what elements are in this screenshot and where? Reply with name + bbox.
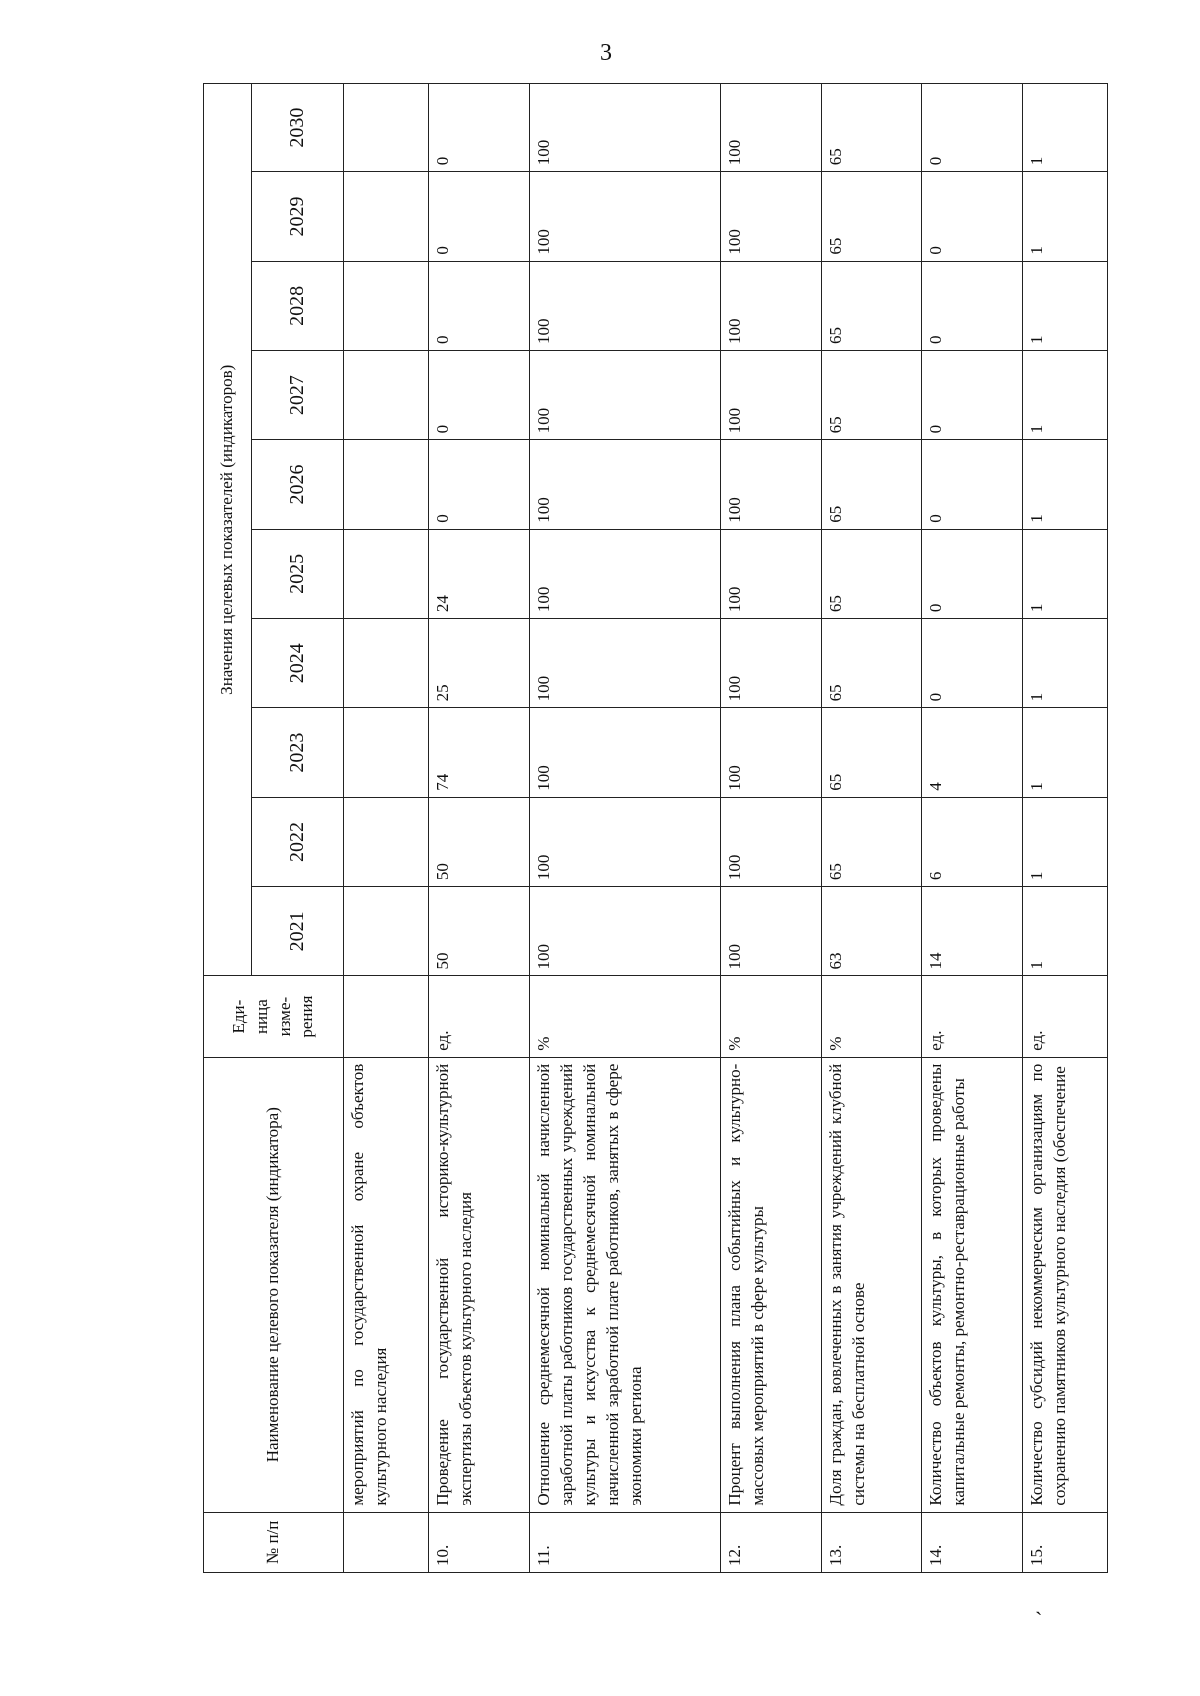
value-cell: 6: [922, 797, 1023, 886]
value-cell: 0: [922, 619, 1023, 708]
row-number: 14.: [922, 1512, 1023, 1572]
value-cell: 63: [821, 887, 922, 976]
value-cell: [344, 708, 429, 797]
header-name: Наименование целевого показателя (индикатора): [204, 1057, 344, 1512]
unit-cell: [344, 976, 429, 1057]
header-year-2026: 2026: [252, 440, 344, 529]
header-year-2028: 2028: [252, 261, 344, 350]
value-cell: [344, 440, 429, 529]
value-cell: [344, 797, 429, 886]
indicator-name: Количество объектов культуры, в которых проведены капитальные ремонты, ремонтно-реставрационные работы: [922, 1057, 1023, 1512]
row-number: 13.: [821, 1512, 922, 1572]
unit-cell: %: [529, 976, 720, 1057]
value-cell: 100: [721, 440, 822, 529]
table-row: [529, 84, 720, 1573]
header-year-2027: 2027: [252, 350, 344, 439]
value-cell: 1: [1022, 350, 1107, 439]
row-number: [344, 1512, 429, 1572]
value-cell: 1: [1022, 619, 1107, 708]
value-cell: 24: [429, 529, 530, 618]
value-cell: 100: [721, 797, 822, 886]
unit-cell: ед.: [1022, 976, 1107, 1057]
indicator-name: Количество субсидий некоммерческим организациям по сохранению памятников культурного наследия (обеспечение: [1022, 1057, 1107, 1512]
indicator-name: мероприятий по государственной охране объектов культурного наследия: [344, 1057, 429, 1512]
unit-cell: ед.: [922, 976, 1023, 1057]
value-cell: [344, 172, 429, 261]
value-cell: 100: [721, 619, 822, 708]
header-year-2030: 2030: [252, 84, 344, 172]
value-cell: [344, 529, 429, 618]
table-row: [429, 84, 530, 1573]
table-row: [922, 84, 1023, 1573]
value-cell: 100: [529, 261, 720, 350]
value-cell: 100: [529, 440, 720, 529]
unit-cell: ед.: [429, 976, 530, 1057]
value-cell: 14: [922, 887, 1023, 976]
row-number: 11.: [529, 1512, 720, 1572]
value-cell: 100: [721, 172, 822, 261]
value-cell: [344, 887, 429, 976]
value-cell: 100: [529, 797, 720, 886]
value-cell: 74: [429, 708, 530, 797]
value-cell: 100: [721, 708, 822, 797]
unit-cell: %: [721, 976, 822, 1057]
value-cell: 100: [529, 350, 720, 439]
value-cell: 0: [922, 529, 1023, 618]
row-number: 12.: [721, 1512, 822, 1572]
value-cell: [344, 261, 429, 350]
rotated-table-container: [203, 83, 1108, 1573]
value-cell: 1: [1022, 84, 1107, 172]
value-cell: 0: [429, 84, 530, 172]
value-cell: 100: [529, 619, 720, 708]
value-cell: 65: [821, 440, 922, 529]
value-cell: 65: [821, 708, 922, 797]
value-cell: 65: [821, 619, 922, 708]
value-cell: 1: [1022, 172, 1107, 261]
value-cell: 65: [821, 529, 922, 618]
value-cell: 0: [429, 440, 530, 529]
value-cell: [344, 619, 429, 708]
value-cell: 100: [529, 708, 720, 797]
value-cell: 0: [429, 350, 530, 439]
header-unit: Еди-ница изме-рения: [204, 976, 344, 1057]
value-cell: 100: [721, 261, 822, 350]
header-year-2021: 2021: [252, 887, 344, 976]
header-year-2029: 2029: [252, 172, 344, 261]
value-cell: 0: [922, 350, 1023, 439]
value-cell: 0: [922, 172, 1023, 261]
value-cell: 50: [429, 797, 530, 886]
value-cell: 65: [821, 261, 922, 350]
value-cell: 1: [1022, 797, 1107, 886]
value-cell: 100: [721, 84, 822, 172]
value-cell: [344, 84, 429, 172]
value-cell: 0: [922, 261, 1023, 350]
value-cell: 1: [1022, 261, 1107, 350]
header-year-2025: 2025: [252, 529, 344, 618]
value-cell: 65: [821, 350, 922, 439]
header-num: № п/п: [204, 1512, 344, 1572]
header-values-group: Значения целевых показателей (индикаторов): [204, 84, 252, 977]
value-cell: 50: [429, 887, 530, 976]
value-cell: 1: [1022, 708, 1107, 797]
header-year-2022: 2022: [252, 797, 344, 886]
indicator-name: Проведение государственной историко-культурной экспертизы объектов культурного наследия: [429, 1057, 530, 1512]
value-cell: 100: [529, 172, 720, 261]
value-cell: 65: [821, 797, 922, 886]
stray-mark: ˋ: [1035, 1607, 1043, 1632]
value-cell: 0: [429, 261, 530, 350]
unit-cell: %: [821, 976, 922, 1057]
value-cell: 65: [821, 84, 922, 172]
value-cell: 1: [1022, 887, 1107, 976]
row-number: 10.: [429, 1512, 530, 1572]
value-cell: 4: [922, 708, 1023, 797]
value-cell: 100: [721, 350, 822, 439]
indicator-name: Процент выполнения плана событийных и культурно-массовых мероприятий в сфере культуры: [721, 1057, 822, 1512]
header-year-2023: 2023: [252, 708, 344, 797]
value-cell: [344, 350, 429, 439]
value-cell: 1: [1022, 529, 1107, 618]
table-row: [721, 84, 822, 1573]
table-row: [1022, 84, 1107, 1573]
value-cell: 0: [922, 440, 1023, 529]
indicator-name: Доля граждан, вовлеченных в занятия учреждений клубной системы на бесплатной основе: [821, 1057, 922, 1512]
page-number: 3: [600, 40, 612, 66]
table-row: [821, 84, 922, 1573]
value-cell: 100: [529, 887, 720, 976]
value-cell: 100: [721, 887, 822, 976]
table-row: [344, 84, 429, 1573]
indicators-table: [203, 83, 1108, 1573]
header-year-2024: 2024: [252, 619, 344, 708]
value-cell: 1: [1022, 440, 1107, 529]
value-cell: 100: [721, 529, 822, 618]
value-cell: 25: [429, 619, 530, 708]
indicator-name: Отношение среднемесячной номинальной начисленной заработной платы работников государственных учреждений культуры и искусства к среднемесячной номинальной начисленной заработной плате работников, занятых в сфере экономики региона: [529, 1057, 720, 1512]
value-cell: 0: [922, 84, 1023, 172]
value-cell: 100: [529, 529, 720, 618]
value-cell: 65: [821, 172, 922, 261]
value-cell: 0: [429, 172, 530, 261]
row-number: 15.: [1022, 1512, 1107, 1572]
value-cell: 100: [529, 84, 720, 172]
